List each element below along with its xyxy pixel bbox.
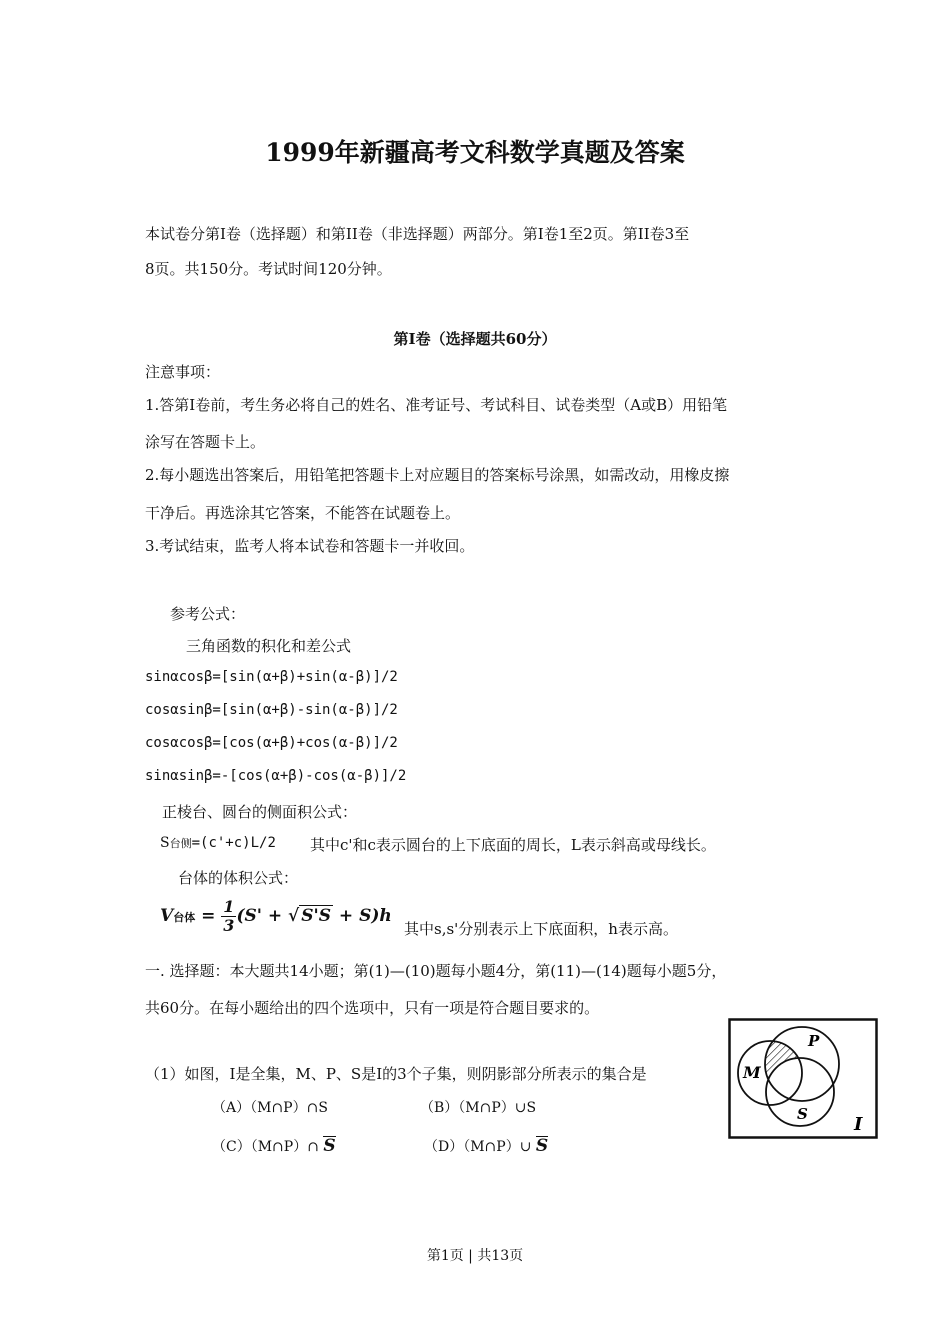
q1-option-d [424,1136,548,1156]
intro-line-1: 本试卷分第Ⅰ卷（选择题）和第II卷（非选择题）两部分。第Ⅰ卷1至2页。第II卷3至 [145,225,690,243]
q1-option-c-text: （C）（M∩P）∩ [212,1139,319,1155]
volume-V: V [160,906,174,926]
sqrt-icon: √ [288,906,300,926]
note-2a: 2.每小题选出答案后，用铅笔把答题卡上对应题目的答案标号涂黑，如需改动，用橡皮擦 [145,466,730,484]
note-2b: 干净后。再选涂其它答案，不能答在试题卷上。 [145,504,461,522]
note-1a: 1.答第Ⅰ卷前，考生务必将自己的姓名、准考证号、考试科目、试卷类型（A或B）用铅笔 [145,396,728,414]
trig-formula-3: cosαcosβ=[cos(α+β)+cos(α-β)]/2 [145,735,398,751]
q1-stem: （1）如图，I是全集，M、P、S是I的3个子集，则阴影部分所表示的集合是 [145,1065,647,1083]
q1-option-b: （B）（M∩P）∪S [420,1100,537,1116]
part1-line-1: 一. 选择题：本大题共14小题；第(1)—(10)题每小题4分，第(11)—(14)题每小题5分， [145,962,727,980]
trig-heading: 三角函数的积化和差公式 [186,637,352,655]
q1-option-d-text: （D）（M∩P）∪ [424,1139,532,1155]
q1-option-a: （A）（M∩P）∩S [212,1100,328,1116]
frustum-heading: 正棱台、圆台的侧面积公式： [162,803,358,821]
volume-formula [160,898,392,935]
trig-formula-2: cosαsinβ=[sin(α+β)-sin(α-β)]/2 [145,702,398,718]
volume-root: S'S [301,906,331,926]
frustum-S: S [160,835,170,851]
volume-note: 其中s,s'分别表示上下底面积，h表示高。 [404,920,678,938]
note-3: 3.考试结束，监考人将本试卷和答题卡一并收回。 [145,537,475,555]
volume-right: + S)h [333,906,392,926]
intro-line-2: 8页。共150分。考试时间120分钟。 [145,260,392,278]
label-s: S [797,1105,808,1123]
page-title: 1999年新疆高考文科数学真题及答案 [265,138,685,167]
complement-s-d: S [535,1136,549,1156]
q1-option-c [212,1136,336,1156]
volume-eq: = [195,906,222,926]
frustum-subscript: 台侧 [169,837,192,850]
complement-s-c: S [323,1136,336,1156]
part1-line-2: 共60分。在每小题给出的四个选项中，只有一项是符合题目要求的。 [145,999,600,1017]
trig-formula-4: sinαsinβ=-[cos(α+β)-cos(α-β)]/2 [145,768,407,784]
label-p: P [808,1032,820,1050]
trig-formula-1: sinαcosβ=[sin(α+β)+sin(α-β)]/2 [145,669,398,685]
frustum-expr: =(c'+c)L/2 [191,835,276,851]
notes-heading: 注意事项： [145,363,221,381]
page-footer: 第1页 | 共13页 [426,1248,524,1264]
note-1b: 涂写在答题卡上。 [145,433,266,451]
frustum-formula [160,835,276,851]
volume-subscript: 台体 [173,911,196,924]
section-title: 第Ⅰ卷（选择题共60分） [393,330,557,348]
fraction-denominator: 3 [223,916,235,935]
volume-heading: 台体的体积公式： [178,869,299,887]
fraction-numerator: 1 [223,897,235,916]
frustum-note: 其中c'和c表示圆台的上下底面的周长，L表示斜高或母线长。 [310,836,716,854]
formulas-heading: 参考公式： [170,605,246,623]
volume-left: (S' + [236,906,289,926]
label-i: I [854,1114,863,1135]
venn-diagram [728,1018,878,1139]
label-m: M [743,1063,761,1082]
volume-fraction [221,898,236,935]
